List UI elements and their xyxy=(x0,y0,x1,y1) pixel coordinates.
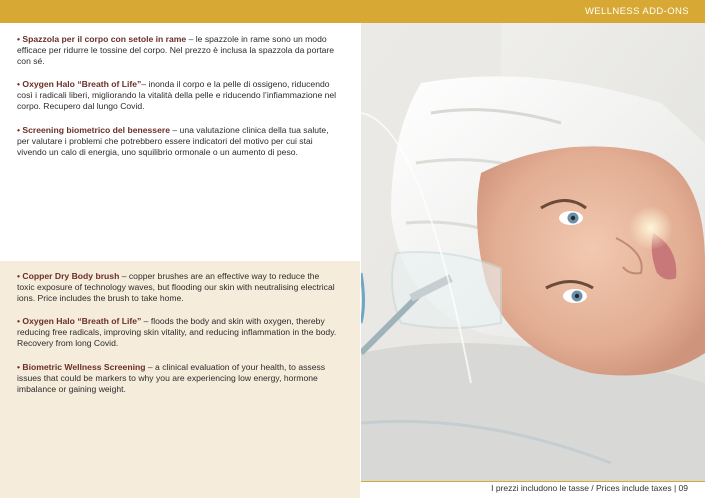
text-column xyxy=(0,23,360,498)
entry-lead: • Oxygen Halo “Breath of Life” xyxy=(17,316,142,327)
italian-entries xyxy=(17,34,339,170)
header-bar xyxy=(0,0,705,23)
spa-treatment-photo xyxy=(361,23,705,481)
footer-note: I prezzi includono le tasse / Prices include taxes | 09 xyxy=(491,483,688,493)
photo-illustration xyxy=(361,23,705,481)
entry-text: – una valutazione clinica della tua salute, per valutare i problemi che potrebbero essere indicatori del motivo per cui stai vivendo un calo di energia, uno squilibrio ormonale o un aumento di peso. xyxy=(17,124,329,157)
entry-lead: • Copper Dry Body brush xyxy=(17,271,120,281)
english-section xyxy=(0,261,360,498)
entry-biometric-it xyxy=(17,125,339,158)
entry-lead: • Oxygen Halo “Breath of Life” xyxy=(17,79,142,90)
entry-text: – floods the body and skin with oxygen, thereby reducing free radicals, improving skin vitality, and reducing inflammation in the body. Recovery from long Covid. xyxy=(17,316,337,349)
entry-lead: • Spazzola per il corpo con setole in rame xyxy=(17,34,187,44)
english-entries xyxy=(17,271,339,407)
italian-section xyxy=(0,23,360,261)
entry-copper-brush-it xyxy=(17,34,339,67)
entry-biometric-en xyxy=(17,362,339,395)
entry-oxygen-halo-en xyxy=(17,316,339,349)
entry-text: – inonda il corpo e la pelle di ossigeno, riducendo così i radicali liberi, migliorando la vitalità della pelle e riducendo l’infiammazione nel corpo. Recupero dal lungo Covid. xyxy=(17,79,337,112)
entry-text: – le spazzole in rame sono un modo efficace per ridurre le tossine del corpo. Nel prezzo è inclusa la spazzola da portare con sé. xyxy=(17,34,335,67)
entry-text: – a clinical evaluation of your health, to assess issues that could be markers to why you are experiencing low energy, hormone imbalance or gaining weight. xyxy=(17,361,326,394)
entry-oxygen-halo-it xyxy=(17,79,339,112)
section-title: WELLNESS ADD-ONS xyxy=(584,6,689,17)
entry-text: – copper brushes are an effective way to reduce the toxic exposure of technology waves, but flooding our skin with neutralising electrical ions. Price includes the brush to take home. xyxy=(17,271,335,304)
footer-divider xyxy=(361,481,705,482)
entry-lead: • Biometric Wellness Screening xyxy=(17,361,146,372)
entry-lead: • Screening biometrico del benessere xyxy=(17,124,170,135)
entry-copper-brush-en xyxy=(17,271,339,304)
